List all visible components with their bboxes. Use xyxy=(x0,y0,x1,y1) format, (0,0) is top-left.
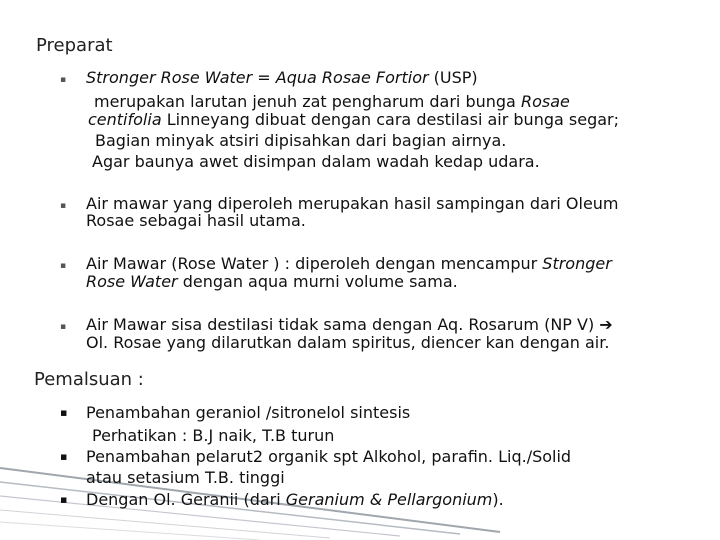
item3-line2: Rose Water dengan aqua murni volume sama. xyxy=(86,272,458,291)
section-heading-pemalsuan: Pemalsuan : xyxy=(34,369,144,390)
bullet: ▪ xyxy=(60,75,67,85)
pemalsuan-item1-line1: Penambahan geraniol /sitronelol sintesis xyxy=(86,403,411,422)
item4-line1: Air Mawar sisa destilasi tidak sama dengan Aq. Rosarum (NP V) ➔ xyxy=(86,315,613,334)
item4-line2: Ol. Rosae yang dilarutkan dalam spiritus, diencer kan dengan air. xyxy=(86,333,610,352)
item1-line5: Agar baunya awet disimpan dalam wadah kedap udara. xyxy=(92,152,540,171)
item1-title: Stronger Rose Water = Aqua Rosae Fortior (USP) xyxy=(86,68,478,87)
pemalsuan-item1-line2: Perhatikan : B.J naik, T.B turun xyxy=(92,426,335,445)
bullet: ▪ xyxy=(60,406,68,419)
bullet: ▪ xyxy=(60,450,68,463)
bullet: ▪ xyxy=(60,493,68,506)
item3-line1: Air Mawar (Rose Water ) : diperoleh dengan mencampur Stronger xyxy=(86,254,612,273)
section-heading: Preparat xyxy=(36,35,113,56)
item2-line1: Air mawar yang diperoleh merupakan hasil sampingan dari Oleum xyxy=(86,194,619,213)
item1-line4: Bagian minyak atsiri dipisahkan dari bagian airnya. xyxy=(95,131,507,150)
item2-line2: Rosae sebagai hasil utama. xyxy=(86,211,306,230)
item1-line2: merupakan larutan jenuh zat pengharum dari bunga Rosae xyxy=(94,92,570,111)
bullet: ▪ xyxy=(60,261,67,271)
pemalsuan-item2-line2: atau setasium T.B. tinggi xyxy=(86,468,285,487)
bullet: ▪ xyxy=(60,322,67,332)
pemalsuan-item2-line1: Penambahan pelarut2 organik spt Alkohol, parafin. Liq./Solid xyxy=(86,447,572,466)
bullet: ▪ xyxy=(60,201,67,211)
item1-line3: centifolia Linneyang dibuat dengan cara destilasi air bunga segar; xyxy=(88,110,619,129)
pemalsuan-item3-line1: Dengan Ol. Geranii (dari Geranium & Pellargonium). xyxy=(86,490,504,509)
